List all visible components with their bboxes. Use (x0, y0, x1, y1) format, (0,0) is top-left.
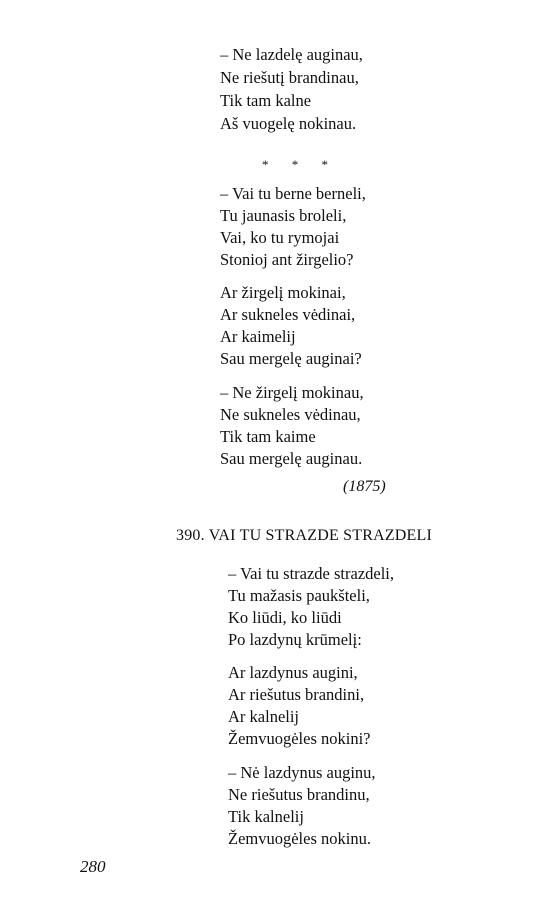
section-break-asterisks: * * * (262, 157, 338, 172)
verse-line: Sau mergelę auginau. (220, 449, 363, 468)
verse-line: Stonioj ant žirgelio? (220, 250, 354, 269)
verse-line: – Ne lazdelę auginau, (220, 45, 363, 64)
verse-line: – Nė lazdynus auginu, (228, 763, 376, 782)
verse-line: – Ne žirgelį mokinau, (220, 383, 364, 402)
verse-line: Ar lazdynus augini, (228, 663, 358, 682)
verse-line: Ar kaimelij (220, 327, 296, 346)
verse-line: – Vai tu strazde strazdeli, (228, 564, 395, 583)
verse-line: Ko liūdi, ko liūdi (228, 608, 342, 627)
verse-line: Tik tam kaime (220, 427, 316, 446)
verse-line: Tu jaunasis broleli, (220, 206, 347, 225)
verse-line: Ar kalnelij (228, 707, 300, 726)
verse-line: Ar sukneles vėdinai, (220, 305, 356, 324)
verse-line: Ar riešutus brandini, (228, 685, 365, 704)
verse-line: Vai, ko tu rymojai (220, 228, 340, 247)
verse-line: Ne riešutį brandinau, (220, 68, 359, 87)
poem-date: (1875) (343, 478, 386, 495)
verse-line: Sau mergelę auginai? (220, 349, 362, 368)
verse-line: Aš vuogelę nokinau. (220, 114, 357, 133)
poem-title: 390. VAI TU STRAZDE STRAZDELI (176, 527, 433, 544)
verse-line: Tu mažasis paukšteli, (228, 586, 370, 605)
page-number: 280 (80, 857, 106, 876)
verse-line: Tik tam kalne (220, 91, 312, 110)
verse-line: Ne riešutus brandinu, (228, 785, 370, 804)
verse-line: Ne sukneles vėdinau, (220, 405, 361, 424)
verse-line: – Vai tu berne berneli, (220, 184, 366, 203)
verse-line: Žemvuogėles nokini? (228, 729, 371, 748)
verse-line: Žemvuogėles nokinu. (228, 829, 371, 848)
verse-line: Tik kalnelij (228, 807, 304, 826)
verse-line: Ar žirgelį mokinai, (220, 283, 346, 302)
verse-line: Po lazdynų krūmelį: (228, 630, 362, 649)
